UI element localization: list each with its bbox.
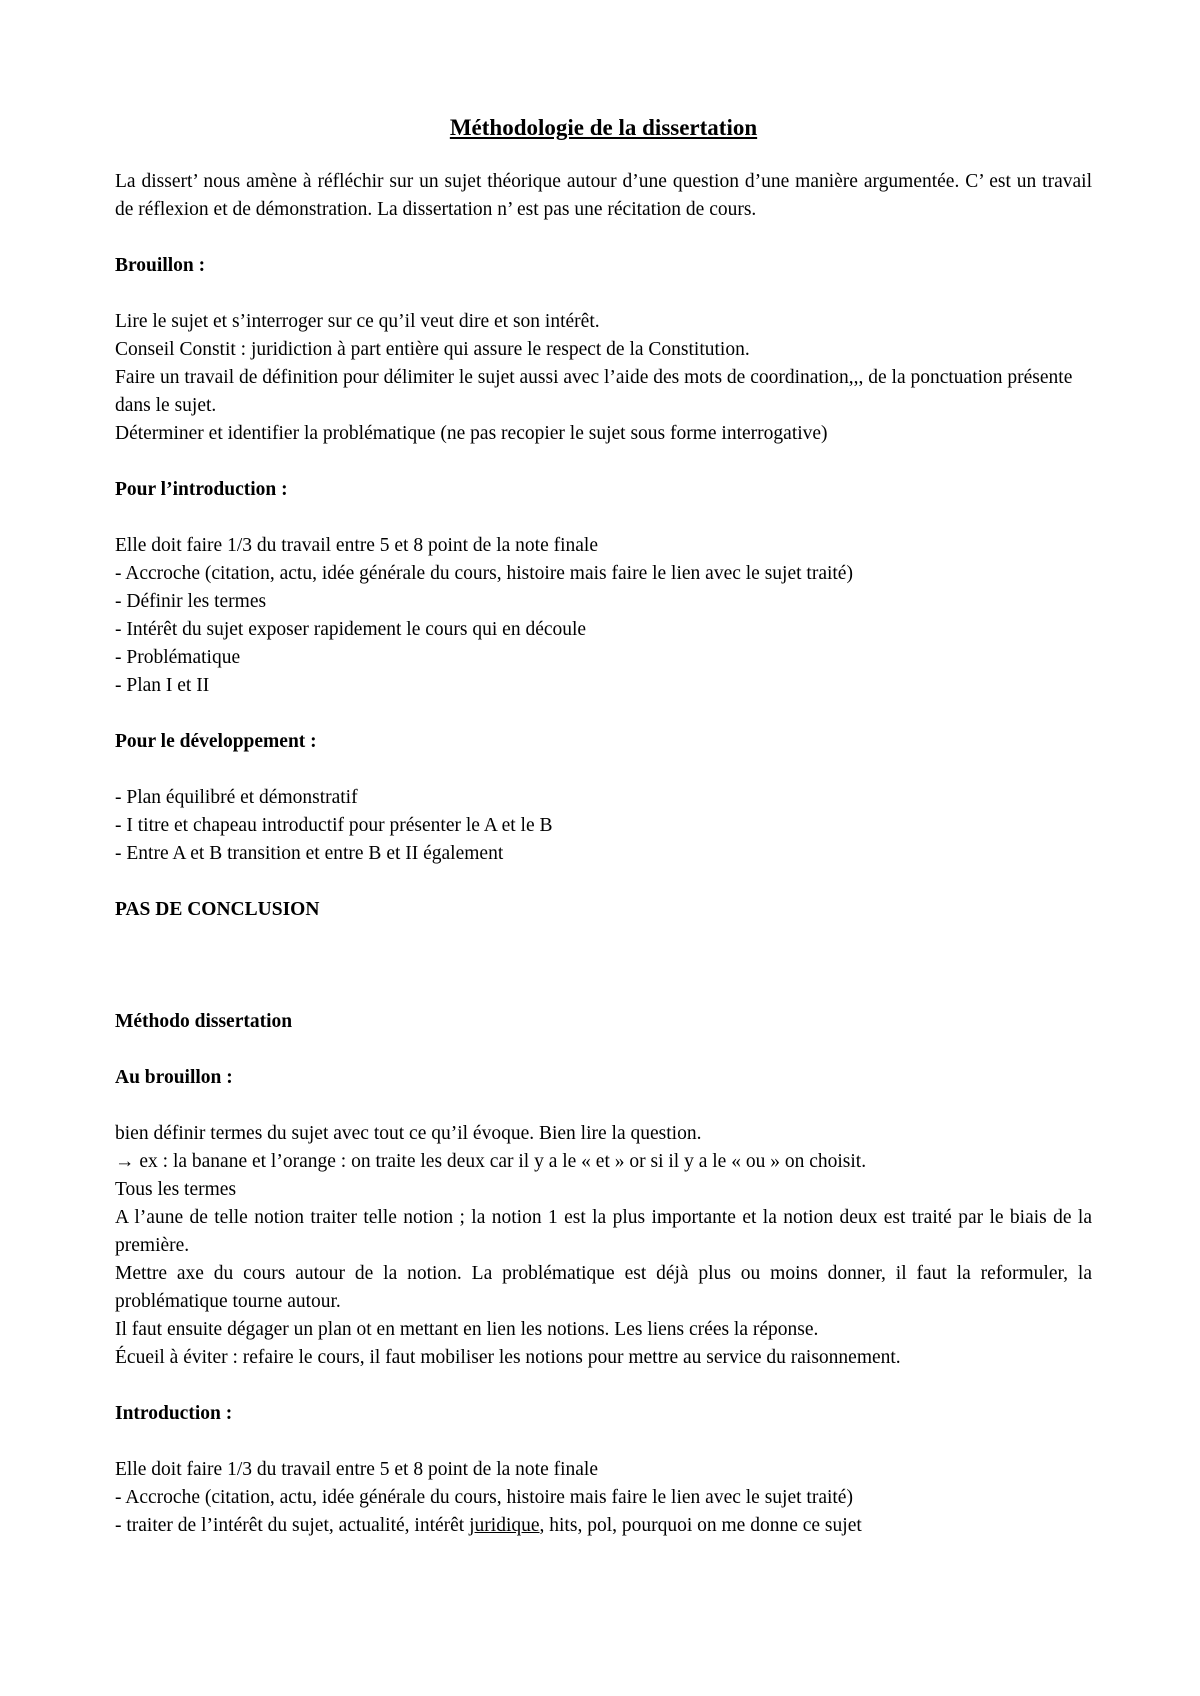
document-body (115, 114, 1092, 1540)
spacer (115, 1036, 1092, 1064)
text-line: Elle doit faire 1/3 du travail entre 5 et 8 point de la note finale (115, 1459, 598, 1480)
section-heading-au-brouillon: Au brouillon : (115, 1067, 233, 1088)
text-line: Elle doit faire 1/3 du travail entre 5 et 8 point de la note finale (115, 535, 598, 556)
text-line: Faire un travail de définition pour délimiter le sujet aussi avec l’aide des mots de coordination,,, de la ponctuation présente dans le sujet. (115, 367, 1073, 416)
spacer (115, 280, 1092, 308)
text-line: Il faut ensuite dégager un plan ot en mettant en lien les notions. Les liens crées la réponse. (115, 1319, 819, 1340)
list-item: - Problématique (115, 647, 241, 668)
spacer (115, 700, 1092, 728)
text-line: → ex : la banane et l’orange : on traite les deux car il y a le « et » or si il y a le « ou » on choisit. (115, 1151, 867, 1172)
list-item: - Plan équilibré et démonstratif (115, 787, 358, 808)
spacer (115, 224, 1092, 252)
underlined-word: juridique (469, 1515, 540, 1536)
text-line: Tous les termes (115, 1179, 237, 1200)
section-heading-introduction-2: Introduction : (115, 1403, 233, 1424)
list-item: - Accroche (citation, actu, idée générale du cours, histoire mais faire le lien avec le sujet traité) (115, 1487, 853, 1508)
text-line: Déterminer et identifier la problématique (ne pas recopier le sujet sous forme interrogative) (115, 423, 828, 444)
spacer (115, 448, 1092, 476)
spacer (115, 1092, 1092, 1120)
spacer (115, 756, 1092, 784)
text-line: Conseil Constit : juridiction à part entière qui assure le respect de la Constitution. (115, 339, 750, 360)
text-line: Mettre axe du cours autour de la notion. La problématique est déjà plus ou moins donner, il faut la reformuler, la problématique tourne autour. (115, 1263, 1092, 1312)
list-item: - Accroche (citation, actu, idée générale du cours, histoire mais faire le lien avec le sujet traité) (115, 563, 853, 584)
text-fragment: - traiter de l’intérêt du sujet, actualité, intérêt (115, 1515, 470, 1536)
text-line: A l’aune de telle notion traiter telle notion ; la notion 1 est la plus importante et la notion deux est traité par le biais de la première. (115, 1207, 1092, 1256)
text-fragment: , hits, pol, pourquoi on me donne ce sujet (539, 1515, 862, 1536)
intro-paragraph: La dissert’ nous amène à réfléchir sur un sujet théorique autour d’une question d’une manière argumentée. C’ est un travail de réflexion et de démonstration. La dissertation n’ est pas une récitation de cours. (115, 171, 1092, 220)
spacer (115, 504, 1092, 532)
list-item: - Plan I et II (115, 675, 210, 696)
section-heading-developpement: Pour le développement : (115, 731, 317, 752)
list-item: - Définir les termes (115, 591, 267, 612)
text-line: Écueil à éviter : refaire le cours, il faut mobiliser les notions pour mettre au service du raisonnement. (115, 1347, 901, 1368)
section-heading-methodo: Méthodo dissertation (115, 1011, 293, 1032)
list-item (115, 1512, 1092, 1540)
section-heading-brouillon: Brouillon : (115, 255, 206, 276)
section-heading-introduction: Pour l’introduction : (115, 479, 288, 500)
spacer (115, 868, 1092, 896)
section-heading-conclusion: PAS DE CONCLUSION (115, 899, 320, 920)
list-item: - Intérêt du sujet exposer rapidement le cours qui en découle (115, 619, 587, 640)
text-line: Lire le sujet et s’interroger sur ce qu’il veut dire et son intérêt. (115, 311, 600, 332)
list-item: - Entre A et B transition et entre B et II également (115, 843, 504, 864)
document-title (115, 114, 1092, 142)
document-title-text: Méthodologie de la dissertation (449, 115, 758, 140)
spacer (115, 1372, 1092, 1400)
spacer (115, 1428, 1092, 1456)
list-item: - I titre et chapeau introductif pour présenter le A et le B (115, 815, 553, 836)
text-line: bien définir termes du sujet avec tout ce qu’il évoque. Bien lire la question. (115, 1123, 702, 1144)
spacer (115, 924, 1092, 1008)
